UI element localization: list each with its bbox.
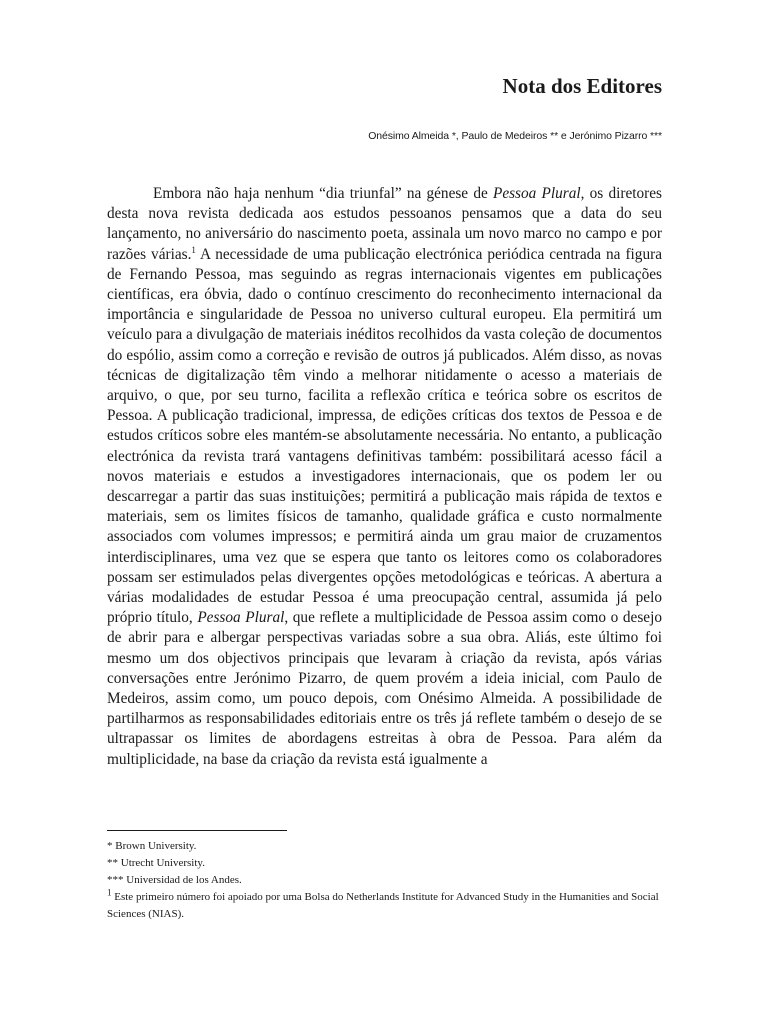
- body-text-part-1: Embora não haja nenhum “dia triunfal” na génese de: [153, 185, 493, 202]
- page-title: Nota dos Editores: [502, 74, 662, 98]
- body-text-part-3: A necessidade de uma publicação electrónica periódica centrada na figura de Fernando Pessoa, mas seguindo as regras internacionais vigentes em publicações científicas, era óbvia, dado o contínuo crescimento do reconhecimento internacional da importância e singularidade de Pessoa no universo cultural europeu. Ela permitirá um veículo para a divulgação de materiais inéditos recolhidos da vasta coleção de documentos do espólio, assim como a correção e revisão de outros já publicados. Além disso, as novas técnicas de digitalização têm vindo a melhorar nitidamente o acesso a materiais de arquivo, o que, por seu turno, facilita a reflexão crítica e teórica sobre os escritos de Pessoa. A publicação tradicional, impressa, de edições críticas dos textos de Pessoa e de estudos críticos sobre eles mantém-se absolutamente necessária. No entanto, a publicação electrónica da revista trará vantagens definitivas também: possibilitará acesso fácil a novos materiais e estudos a investigadores internacionais, que os podem ler ou descarregar a partir das suas instituições; permitirá a publicação mais rápida de textos e materiais, sem os limites físicos de tamanho, qualidade gráfica e custo normalmente associados com volumes impressos; e permitirá ainda um grau maior de cruzamentos interdisciplinares, uma vez que se espera que tanto os leitores como os colaboradores possam ser estimulados pelas divergentes opções metodológicas e teóricas. A abertura a várias modalidades de estudar Pessoa é uma preocupação central, assumida já pelo próprio título,: [107, 245, 662, 627]
- authors-line: Onésimo Almeida *, Paulo de Medeiros ** e Jerónimo Pizarro ***: [368, 130, 662, 142]
- body-text-part-4: , que reflete a multiplicidade de Pessoa assim como o desejo de abrir para e albergar perspectivas variadas sobre a sua obra. Aliás, este último foi mesmo um dos objectivos principais que levaram à criação da revista, após várias conversações entre Jerónimo Pizarro, de quem provém a ideia inicial, com Paulo de Medeiros, assim como, um pouco depois, com Onésimo Almeida. A possibilidade de partilharmos as responsabilidades editoriais entre os três já reflete também o desejo de se ultrapassar os limites de abordagens estreitas à obra de Pessoa. Para além da multiplicidade, na base da criação da revista está igualmente a: [107, 609, 662, 768]
- journal-title: Pessoa Plural: [492, 185, 581, 202]
- footnote-text: Este primeiro número foi apoiado por uma Bolsa do Netherlands Institute for Advanced Study in the Humanities and Social Sciences (NIAS).: [107, 891, 659, 920]
- body-paragraph: [107, 184, 662, 770]
- footnote: [107, 889, 662, 923]
- footnote: ** Utrecht University.: [107, 857, 205, 869]
- footnotes: [107, 838, 662, 923]
- footnote-number: 1: [107, 887, 112, 898]
- footnote: *** Universidad de los Andes.: [107, 874, 242, 886]
- journal-title: Pessoa Plural: [197, 609, 285, 627]
- footnote-ref: 1: [191, 244, 196, 255]
- body-text-part-2: , os diretores desta nova revista dedicada aos estudos pessoanos pensamos que a data do seu lançamento, no aniversário do nascimento poeta, assinala um novo marco no campo e por razões várias.: [107, 185, 662, 263]
- footnote-divider: [107, 830, 287, 831]
- footnote: * Brown University.: [107, 840, 197, 852]
